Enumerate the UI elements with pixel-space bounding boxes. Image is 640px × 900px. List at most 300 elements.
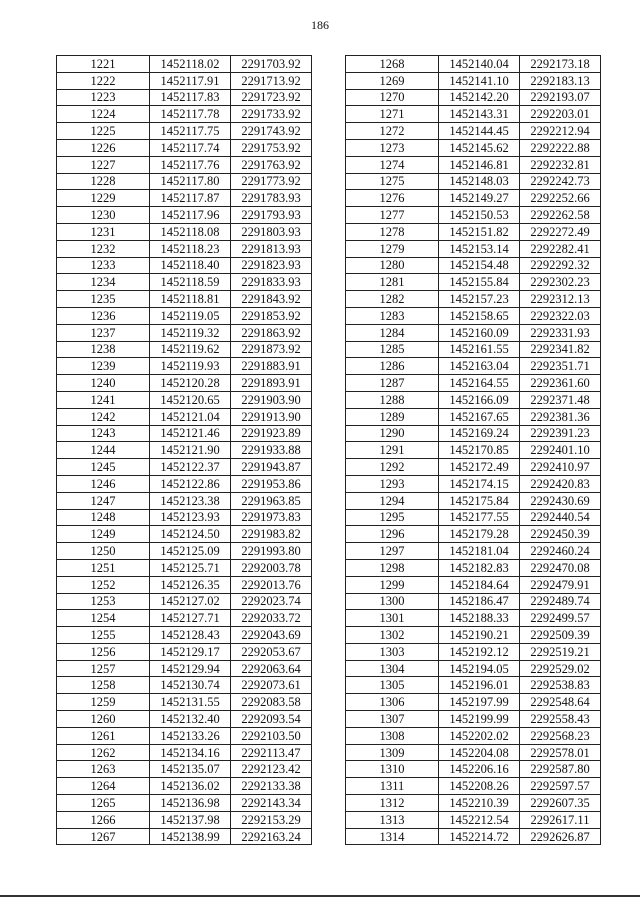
table-row — [346, 744, 601, 761]
x-coordinate-cell: 1452140.04 — [439, 56, 520, 73]
point-number-cell: 1252 — [57, 576, 150, 593]
x-coordinate-cell: 1452150.53 — [439, 207, 520, 224]
y-coordinate-cell: 2291963.85 — [231, 492, 312, 509]
table-row — [57, 291, 312, 308]
y-coordinate-cell: 2291803.93 — [231, 223, 312, 240]
y-coordinate-cell: 2292203.01 — [520, 106, 601, 123]
y-coordinate-cell: 2291823.93 — [231, 257, 312, 274]
x-coordinate-cell: 1452125.09 — [150, 543, 231, 560]
x-coordinate-cell: 1452163.04 — [439, 358, 520, 375]
x-coordinate-cell: 1452184.64 — [439, 576, 520, 593]
point-number-cell: 1310 — [346, 761, 439, 778]
table-row — [57, 156, 312, 173]
x-coordinate-cell: 1452118.02 — [150, 56, 231, 73]
table-row — [57, 89, 312, 106]
y-coordinate-cell: 2292529.02 — [520, 660, 601, 677]
point-number-cell: 1314 — [346, 828, 439, 845]
coordinates-table-right — [345, 55, 601, 845]
y-coordinate-cell: 2291783.93 — [231, 190, 312, 207]
table-row — [57, 694, 312, 711]
point-number-cell: 1251 — [57, 559, 150, 576]
point-number-cell: 1283 — [346, 307, 439, 324]
table-row — [346, 727, 601, 744]
point-number-cell: 1221 — [57, 56, 150, 73]
point-number-cell: 1238 — [57, 341, 150, 358]
table-row — [57, 459, 312, 476]
point-number-cell: 1236 — [57, 307, 150, 324]
point-number-cell: 1264 — [57, 778, 150, 795]
y-coordinate-cell: 2292093.54 — [231, 711, 312, 728]
x-coordinate-cell: 1452122.37 — [150, 459, 231, 476]
y-coordinate-cell: 2292331.93 — [520, 324, 601, 341]
point-number-cell: 1266 — [57, 811, 150, 828]
table-row — [57, 442, 312, 459]
y-coordinate-cell: 2292597.57 — [520, 778, 601, 795]
point-number-cell: 1271 — [346, 106, 439, 123]
x-coordinate-cell: 1452166.09 — [439, 391, 520, 408]
y-coordinate-cell: 2292053.67 — [231, 643, 312, 660]
table-row — [57, 408, 312, 425]
y-coordinate-cell: 2292420.83 — [520, 475, 601, 492]
y-coordinate-cell: 2291853.92 — [231, 307, 312, 324]
x-coordinate-cell: 1452118.40 — [150, 257, 231, 274]
table-row — [346, 291, 601, 308]
y-coordinate-cell: 2291813.93 — [231, 240, 312, 257]
y-coordinate-cell: 2292538.83 — [520, 677, 601, 694]
x-coordinate-cell: 1452199.99 — [439, 711, 520, 728]
x-coordinate-cell: 1452121.04 — [150, 408, 231, 425]
table-row — [346, 240, 601, 257]
x-coordinate-cell: 1452117.87 — [150, 190, 231, 207]
point-number-cell: 1256 — [57, 643, 150, 660]
x-coordinate-cell: 1452212.54 — [439, 811, 520, 828]
x-coordinate-cell: 1452141.10 — [439, 72, 520, 89]
point-number-cell: 1237 — [57, 324, 150, 341]
y-coordinate-cell: 2292123.42 — [231, 761, 312, 778]
x-coordinate-cell: 1452170.85 — [439, 442, 520, 459]
table-row — [57, 425, 312, 442]
y-coordinate-cell: 2292212.94 — [520, 123, 601, 140]
y-coordinate-cell: 2292381.36 — [520, 408, 601, 425]
point-number-cell: 1312 — [346, 795, 439, 812]
table-row — [57, 761, 312, 778]
y-coordinate-cell: 2291793.93 — [231, 207, 312, 224]
x-coordinate-cell: 1452196.01 — [439, 677, 520, 694]
table-row — [346, 492, 601, 509]
y-coordinate-cell: 2292450.39 — [520, 526, 601, 543]
point-number-cell: 1250 — [57, 543, 150, 560]
x-coordinate-cell: 1452129.94 — [150, 660, 231, 677]
x-coordinate-cell: 1452123.93 — [150, 509, 231, 526]
point-number-cell: 1253 — [57, 593, 150, 610]
y-coordinate-cell: 2292183.13 — [520, 72, 601, 89]
y-coordinate-cell: 2292341.82 — [520, 341, 601, 358]
x-coordinate-cell: 1452145.62 — [439, 139, 520, 156]
x-coordinate-cell: 1452119.32 — [150, 324, 231, 341]
table-row — [57, 643, 312, 660]
table-row — [57, 391, 312, 408]
x-coordinate-cell: 1452137.98 — [150, 811, 231, 828]
point-number-cell: 1277 — [346, 207, 439, 224]
y-coordinate-cell: 2292322.03 — [520, 307, 601, 324]
point-number-cell: 1292 — [346, 459, 439, 476]
y-coordinate-cell: 2292043.69 — [231, 627, 312, 644]
point-number-cell: 1285 — [346, 341, 439, 358]
table-row — [57, 543, 312, 560]
table-row — [346, 593, 601, 610]
table-row — [57, 475, 312, 492]
x-coordinate-cell: 1452158.65 — [439, 307, 520, 324]
point-number-cell: 1245 — [57, 459, 150, 476]
x-coordinate-cell: 1452154.48 — [439, 257, 520, 274]
point-number-cell: 1281 — [346, 274, 439, 291]
table-row — [346, 123, 601, 140]
table-row — [57, 257, 312, 274]
x-coordinate-cell: 1452169.24 — [439, 425, 520, 442]
x-coordinate-cell: 1452197.99 — [439, 694, 520, 711]
table-row — [346, 610, 601, 627]
table-row — [346, 425, 601, 442]
table-row — [346, 72, 601, 89]
point-number-cell: 1270 — [346, 89, 439, 106]
x-coordinate-cell: 1452161.55 — [439, 341, 520, 358]
point-number-cell: 1302 — [346, 627, 439, 644]
y-coordinate-cell: 2291873.92 — [231, 341, 312, 358]
point-number-cell: 1289 — [346, 408, 439, 425]
point-number-cell: 1286 — [346, 358, 439, 375]
x-coordinate-cell: 1452120.65 — [150, 391, 231, 408]
point-number-cell: 1247 — [57, 492, 150, 509]
point-number-cell: 1276 — [346, 190, 439, 207]
point-number-cell: 1259 — [57, 694, 150, 711]
x-coordinate-cell: 1452117.96 — [150, 207, 231, 224]
x-coordinate-cell: 1452167.65 — [439, 408, 520, 425]
table-row — [57, 828, 312, 845]
point-number-cell: 1224 — [57, 106, 150, 123]
table-row — [57, 795, 312, 812]
table-row — [57, 811, 312, 828]
y-coordinate-cell: 2292410.97 — [520, 459, 601, 476]
x-coordinate-cell: 1452210.39 — [439, 795, 520, 812]
point-number-cell: 1300 — [346, 593, 439, 610]
table-row — [57, 324, 312, 341]
x-coordinate-cell: 1452134.16 — [150, 744, 231, 761]
x-coordinate-cell: 1452117.76 — [150, 156, 231, 173]
x-coordinate-cell: 1452135.07 — [150, 761, 231, 778]
point-number-cell: 1234 — [57, 274, 150, 291]
table-row — [57, 744, 312, 761]
table-row — [346, 408, 601, 425]
table-row — [346, 274, 601, 291]
x-coordinate-cell: 1452119.62 — [150, 341, 231, 358]
point-number-cell: 1298 — [346, 559, 439, 576]
table-row — [346, 559, 601, 576]
y-coordinate-cell: 2292460.24 — [520, 543, 601, 560]
table-row — [346, 475, 601, 492]
y-coordinate-cell: 2291883.91 — [231, 358, 312, 375]
x-coordinate-cell: 1452172.49 — [439, 459, 520, 476]
x-coordinate-cell: 1452117.74 — [150, 139, 231, 156]
y-coordinate-cell: 2292073.61 — [231, 677, 312, 694]
point-number-cell: 1290 — [346, 425, 439, 442]
table-row — [346, 324, 601, 341]
table-row — [346, 694, 601, 711]
point-number-cell: 1261 — [57, 727, 150, 744]
table-row — [346, 358, 601, 375]
point-number-cell: 1287 — [346, 375, 439, 392]
table-row — [57, 509, 312, 526]
y-coordinate-cell: 2292312.13 — [520, 291, 601, 308]
y-coordinate-cell: 2292519.21 — [520, 643, 601, 660]
x-coordinate-cell: 1452204.08 — [439, 744, 520, 761]
x-coordinate-cell: 1452143.31 — [439, 106, 520, 123]
table-row — [57, 526, 312, 543]
point-number-cell: 1307 — [346, 711, 439, 728]
x-coordinate-cell: 1452118.81 — [150, 291, 231, 308]
x-coordinate-cell: 1452160.09 — [439, 324, 520, 341]
y-coordinate-cell: 2291713.92 — [231, 72, 312, 89]
point-number-cell: 1258 — [57, 677, 150, 694]
table-row — [346, 761, 601, 778]
point-number-cell: 1233 — [57, 257, 150, 274]
table-row — [57, 307, 312, 324]
point-number-cell: 1249 — [57, 526, 150, 543]
table-row — [346, 828, 601, 845]
x-coordinate-cell: 1452174.15 — [439, 475, 520, 492]
point-number-cell: 1228 — [57, 173, 150, 190]
x-coordinate-cell: 1452118.59 — [150, 274, 231, 291]
x-coordinate-cell: 1452182.83 — [439, 559, 520, 576]
table-row — [346, 223, 601, 240]
x-coordinate-cell: 1452175.84 — [439, 492, 520, 509]
x-coordinate-cell: 1452151.82 — [439, 223, 520, 240]
x-coordinate-cell: 1452136.02 — [150, 778, 231, 795]
table-row — [346, 257, 601, 274]
point-number-cell: 1309 — [346, 744, 439, 761]
y-coordinate-cell: 2292489.74 — [520, 593, 601, 610]
table-row — [346, 89, 601, 106]
x-coordinate-cell: 1452146.81 — [439, 156, 520, 173]
y-coordinate-cell: 2292479.91 — [520, 576, 601, 593]
y-coordinate-cell: 2292578.01 — [520, 744, 601, 761]
point-number-cell: 1313 — [346, 811, 439, 828]
y-coordinate-cell: 2292133.38 — [231, 778, 312, 795]
y-coordinate-cell: 2292351.71 — [520, 358, 601, 375]
y-coordinate-cell: 2292143.34 — [231, 795, 312, 812]
x-coordinate-cell: 1452126.35 — [150, 576, 231, 593]
y-coordinate-cell: 2292626.87 — [520, 828, 601, 845]
point-number-cell: 1304 — [346, 660, 439, 677]
x-coordinate-cell: 1452157.23 — [439, 291, 520, 308]
x-coordinate-cell: 1452177.55 — [439, 509, 520, 526]
point-number-cell: 1225 — [57, 123, 150, 140]
point-number-cell: 1303 — [346, 643, 439, 660]
y-coordinate-cell: 2292568.23 — [520, 727, 601, 744]
y-coordinate-cell: 2291843.92 — [231, 291, 312, 308]
y-coordinate-cell: 2291903.90 — [231, 391, 312, 408]
y-coordinate-cell: 2292282.41 — [520, 240, 601, 257]
table-row — [346, 139, 601, 156]
y-coordinate-cell: 2292558.43 — [520, 711, 601, 728]
table-row — [346, 711, 601, 728]
table-row — [57, 576, 312, 593]
point-number-cell: 1265 — [57, 795, 150, 812]
table-row — [57, 375, 312, 392]
point-number-cell: 1262 — [57, 744, 150, 761]
x-coordinate-cell: 1452121.90 — [150, 442, 231, 459]
x-coordinate-cell: 1452148.03 — [439, 173, 520, 190]
y-coordinate-cell: 2292548.64 — [520, 694, 601, 711]
y-coordinate-cell: 2291893.91 — [231, 375, 312, 392]
y-coordinate-cell: 2291863.92 — [231, 324, 312, 341]
table-row — [57, 593, 312, 610]
table-row — [57, 123, 312, 140]
y-coordinate-cell: 2291763.92 — [231, 156, 312, 173]
y-coordinate-cell: 2292430.69 — [520, 492, 601, 509]
x-coordinate-cell: 1452129.17 — [150, 643, 231, 660]
x-coordinate-cell: 1452127.02 — [150, 593, 231, 610]
point-number-cell: 1241 — [57, 391, 150, 408]
x-coordinate-cell: 1452153.14 — [439, 240, 520, 257]
table-row — [346, 307, 601, 324]
point-number-cell: 1260 — [57, 711, 150, 728]
point-number-cell: 1308 — [346, 727, 439, 744]
y-coordinate-cell: 2292607.35 — [520, 795, 601, 812]
x-coordinate-cell: 1452117.78 — [150, 106, 231, 123]
point-number-cell: 1273 — [346, 139, 439, 156]
y-coordinate-cell: 2292262.58 — [520, 207, 601, 224]
table-row — [57, 207, 312, 224]
x-coordinate-cell: 1452131.55 — [150, 694, 231, 711]
point-number-cell: 1263 — [57, 761, 150, 778]
y-coordinate-cell: 2291833.93 — [231, 274, 312, 291]
point-number-cell: 1299 — [346, 576, 439, 593]
x-coordinate-cell: 1452121.46 — [150, 425, 231, 442]
point-number-cell: 1239 — [57, 358, 150, 375]
y-coordinate-cell: 2292242.73 — [520, 173, 601, 190]
y-coordinate-cell: 2291983.82 — [231, 526, 312, 543]
y-coordinate-cell: 2292440.54 — [520, 509, 601, 526]
y-coordinate-cell: 2292252.66 — [520, 190, 601, 207]
x-coordinate-cell: 1452119.05 — [150, 307, 231, 324]
x-coordinate-cell: 1452117.91 — [150, 72, 231, 89]
point-number-cell: 1223 — [57, 89, 150, 106]
y-coordinate-cell: 2292193.07 — [520, 89, 601, 106]
table-row — [346, 375, 601, 392]
point-number-cell: 1311 — [346, 778, 439, 795]
y-coordinate-cell: 2292470.08 — [520, 559, 601, 576]
point-number-cell: 1240 — [57, 375, 150, 392]
x-coordinate-cell: 1452117.80 — [150, 173, 231, 190]
x-coordinate-cell: 1452124.50 — [150, 526, 231, 543]
y-coordinate-cell: 2292272.49 — [520, 223, 601, 240]
y-coordinate-cell: 2291933.88 — [231, 442, 312, 459]
point-number-cell: 1226 — [57, 139, 150, 156]
point-number-cell: 1222 — [57, 72, 150, 89]
x-coordinate-cell: 1452136.98 — [150, 795, 231, 812]
point-number-cell: 1230 — [57, 207, 150, 224]
y-coordinate-cell: 2292063.64 — [231, 660, 312, 677]
x-coordinate-cell: 1452208.26 — [439, 778, 520, 795]
point-number-cell: 1227 — [57, 156, 150, 173]
point-number-cell: 1272 — [346, 123, 439, 140]
table-row — [346, 660, 601, 677]
y-coordinate-cell: 2292163.24 — [231, 828, 312, 845]
x-coordinate-cell: 1452118.08 — [150, 223, 231, 240]
x-coordinate-cell: 1452118.23 — [150, 240, 231, 257]
y-coordinate-cell: 2291743.92 — [231, 123, 312, 140]
x-coordinate-cell: 1452202.02 — [439, 727, 520, 744]
table-row — [57, 240, 312, 257]
point-number-cell: 1296 — [346, 526, 439, 543]
table-row — [346, 795, 601, 812]
table-row — [57, 358, 312, 375]
table-row — [346, 526, 601, 543]
x-coordinate-cell: 1452149.27 — [439, 190, 520, 207]
y-coordinate-cell: 2292113.47 — [231, 744, 312, 761]
point-number-cell: 1257 — [57, 660, 150, 677]
y-coordinate-cell: 2292302.23 — [520, 274, 601, 291]
x-coordinate-cell: 1452164.55 — [439, 375, 520, 392]
point-number-cell: 1268 — [346, 56, 439, 73]
point-number-cell: 1242 — [57, 408, 150, 425]
table-row — [346, 106, 601, 123]
point-number-cell: 1274 — [346, 156, 439, 173]
table-row — [346, 341, 601, 358]
x-coordinate-cell: 1452181.04 — [439, 543, 520, 560]
x-coordinate-cell: 1452179.28 — [439, 526, 520, 543]
x-coordinate-cell: 1452130.74 — [150, 677, 231, 694]
y-coordinate-cell: 2291943.87 — [231, 459, 312, 476]
x-coordinate-cell: 1452120.28 — [150, 375, 231, 392]
table-row — [346, 442, 601, 459]
point-number-cell: 1231 — [57, 223, 150, 240]
table-row — [346, 156, 601, 173]
x-coordinate-cell: 1452194.05 — [439, 660, 520, 677]
y-coordinate-cell: 2291733.92 — [231, 106, 312, 123]
table-row — [346, 207, 601, 224]
table-row — [57, 677, 312, 694]
y-coordinate-cell: 2291753.92 — [231, 139, 312, 156]
point-number-cell: 1243 — [57, 425, 150, 442]
point-number-cell: 1305 — [346, 677, 439, 694]
x-coordinate-cell: 1452138.99 — [150, 828, 231, 845]
point-number-cell: 1275 — [346, 173, 439, 190]
point-number-cell: 1232 — [57, 240, 150, 257]
y-coordinate-cell: 2292587.80 — [520, 761, 601, 778]
table-row — [346, 56, 601, 73]
table-row — [57, 106, 312, 123]
y-coordinate-cell: 2291723.92 — [231, 89, 312, 106]
y-coordinate-cell: 2292222.88 — [520, 139, 601, 156]
table-row — [57, 559, 312, 576]
y-coordinate-cell: 2292083.58 — [231, 694, 312, 711]
x-coordinate-cell: 1452188.33 — [439, 610, 520, 627]
point-number-cell: 1269 — [346, 72, 439, 89]
y-coordinate-cell: 2292153.29 — [231, 811, 312, 828]
x-coordinate-cell: 1452117.75 — [150, 123, 231, 140]
table-row — [57, 190, 312, 207]
point-number-cell: 1244 — [57, 442, 150, 459]
y-coordinate-cell: 2292013.76 — [231, 576, 312, 593]
table-row — [57, 660, 312, 677]
point-number-cell: 1229 — [57, 190, 150, 207]
y-coordinate-cell: 2292103.50 — [231, 727, 312, 744]
table-row — [57, 341, 312, 358]
y-coordinate-cell: 2291923.89 — [231, 425, 312, 442]
table-row — [346, 811, 601, 828]
table-row — [57, 72, 312, 89]
